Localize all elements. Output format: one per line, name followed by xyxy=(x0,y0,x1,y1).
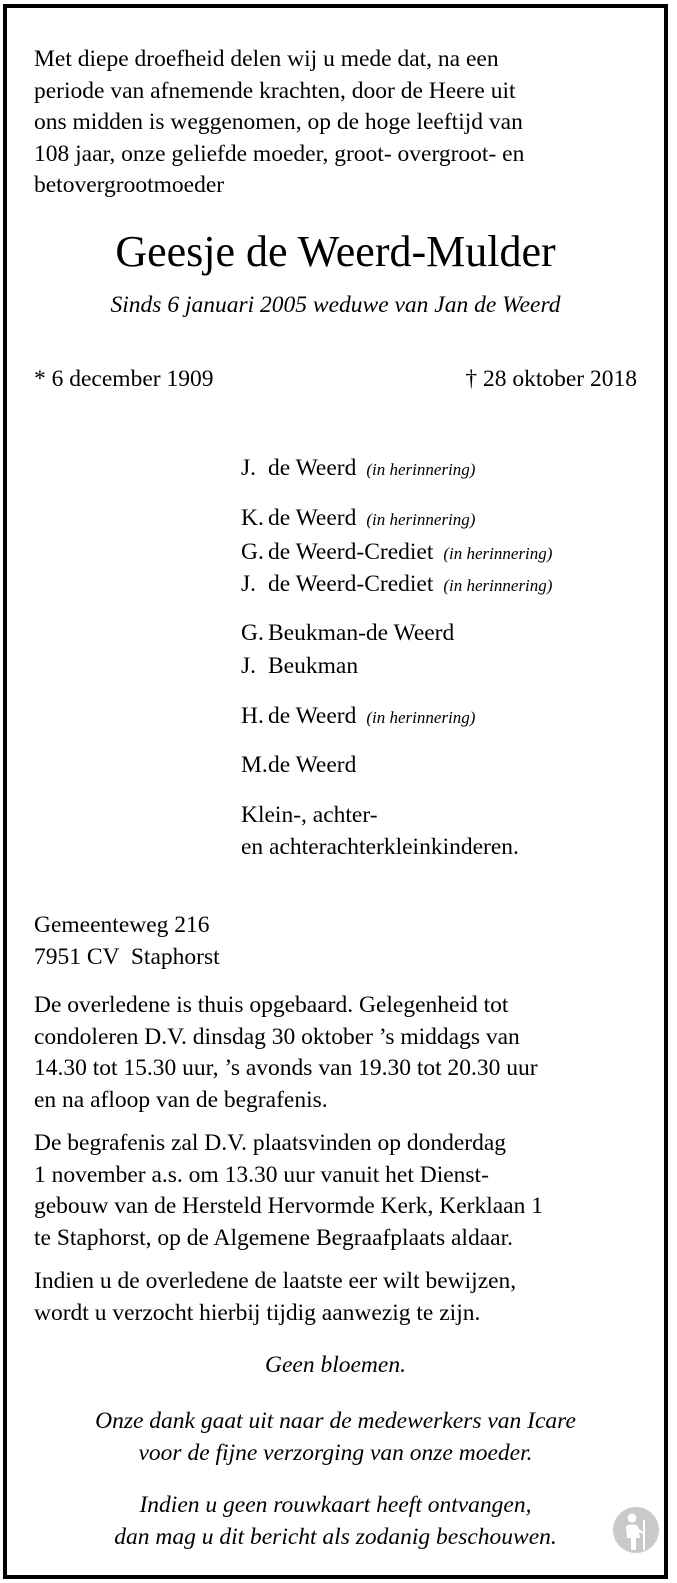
paragraph-line: Indien u geen rouwkaart heeft ontvangen, xyxy=(139,1492,532,1518)
paragraph-line: en na afloop van de begrafenis. xyxy=(34,1086,328,1113)
intro-line: ons midden is weggenomen, op de hoge leeftijd van xyxy=(34,109,523,135)
family-name: Beukman-de Weerd xyxy=(268,620,455,646)
family-initial: J. xyxy=(241,571,257,597)
intro-line: betovergrootmoeder xyxy=(34,172,225,198)
family-initial: K. xyxy=(241,505,264,531)
family-name: de Weerd xyxy=(268,505,357,531)
family-note: (in herinnering) xyxy=(443,544,553,563)
birth-date: * 6 december 1909 xyxy=(34,366,214,392)
paragraph-line: 1 november a.s. om 13.30 uur vanuit het Dienst- xyxy=(34,1161,489,1188)
intro-line: periode van afnemende krachten, door de Heere uit xyxy=(34,77,516,104)
grandchildren-line: en achterachterkleinkinderen. xyxy=(241,834,519,860)
grandchildren-line: Klein-, achter- xyxy=(241,802,378,828)
paragraph-line: voor de fijne verzorging van onze moeder. xyxy=(138,1439,533,1466)
deceased-name: Geesje de Weerd-Mulder xyxy=(115,227,556,276)
paragraph-line: 14.30 tot 15.30 uur, ’s avonds van 19.30 tot 20.30 uur xyxy=(34,1055,538,1081)
family-initial: G. xyxy=(241,539,264,565)
address xyxy=(34,910,220,973)
grandchildren xyxy=(241,799,519,863)
obituary-frame xyxy=(3,4,668,1579)
family-member xyxy=(241,650,368,684)
family-member xyxy=(241,452,475,486)
family-initial: M. xyxy=(241,752,268,778)
mourning-figure-icon xyxy=(612,1506,660,1554)
family-member xyxy=(241,617,464,651)
family-name: de Weerd-Crediet xyxy=(268,571,434,597)
family-member xyxy=(241,536,552,570)
family-initial: G. xyxy=(241,620,264,646)
widow-line: Sinds 6 januari 2005 weduwe van Jan de Weerd xyxy=(110,292,561,318)
family-note: (in herinnering) xyxy=(366,460,476,479)
family-name: de Weerd xyxy=(268,703,357,729)
family-initial: J. xyxy=(241,653,257,679)
presence-paragraph xyxy=(34,1266,516,1329)
family-member xyxy=(241,700,475,734)
family-initial: J. xyxy=(241,455,257,481)
condolence-paragraph xyxy=(34,990,538,1116)
intro-line: 108 jaar, onze geliefde moeder, groot- overgroot- en xyxy=(34,140,525,167)
card-paragraph xyxy=(7,1490,664,1553)
paragraph-line: condoleren D.V. dinsdag 30 oktober ’s middags van xyxy=(34,1023,520,1050)
family-member xyxy=(241,502,475,536)
family-note: (in herinnering) xyxy=(366,510,476,529)
paragraph-line: De overledene is thuis opgebaard. Gelegenheid tot xyxy=(34,992,509,1018)
paragraph-line: wordt u verzocht hierbij tijdig aanwezig te zijn. xyxy=(34,1299,481,1326)
family-name: de Weerd xyxy=(268,752,357,778)
family-member xyxy=(241,568,552,602)
address-line: Gemeenteweg 216 xyxy=(34,912,210,938)
paragraph-line: te Staphorst, op de Algemene Begraafplaats aldaar. xyxy=(34,1224,513,1251)
paragraph-line: De begrafenis zal D.V. plaatsvinden op donderdag xyxy=(34,1130,507,1156)
family-name: de Weerd-Crediet xyxy=(268,539,434,565)
thanks-paragraph xyxy=(7,1406,664,1469)
intro-line: Met diepe droefheid delen wij u mede dat, na een xyxy=(34,46,499,72)
no-flowers: Geen bloemen. xyxy=(265,1352,406,1378)
paragraph-line: Indien u de overledene de laatste eer wilt bewijzen, xyxy=(34,1268,517,1294)
family-member xyxy=(241,749,366,783)
family-name: Beukman xyxy=(268,653,359,679)
family-initial: H. xyxy=(241,703,264,729)
family-name: de Weerd xyxy=(268,455,357,481)
intro-text xyxy=(34,44,524,202)
death-date: † 28 oktober 2018 xyxy=(465,366,637,392)
funeral-paragraph xyxy=(34,1128,543,1254)
paragraph-line: dan mag u dit bericht als zodanig beschouwen. xyxy=(114,1523,557,1550)
family-note: (in herinnering) xyxy=(443,576,553,595)
paragraph-line: gebouw van de Hersteld Hervormde Kerk, Kerklaan 1 xyxy=(34,1193,543,1219)
paragraph-line: Onze dank gaat uit naar de medewerkers van Icare xyxy=(95,1408,576,1434)
address-line: 7951 CV Staphorst xyxy=(34,943,220,970)
family-note: (in herinnering) xyxy=(366,708,476,727)
